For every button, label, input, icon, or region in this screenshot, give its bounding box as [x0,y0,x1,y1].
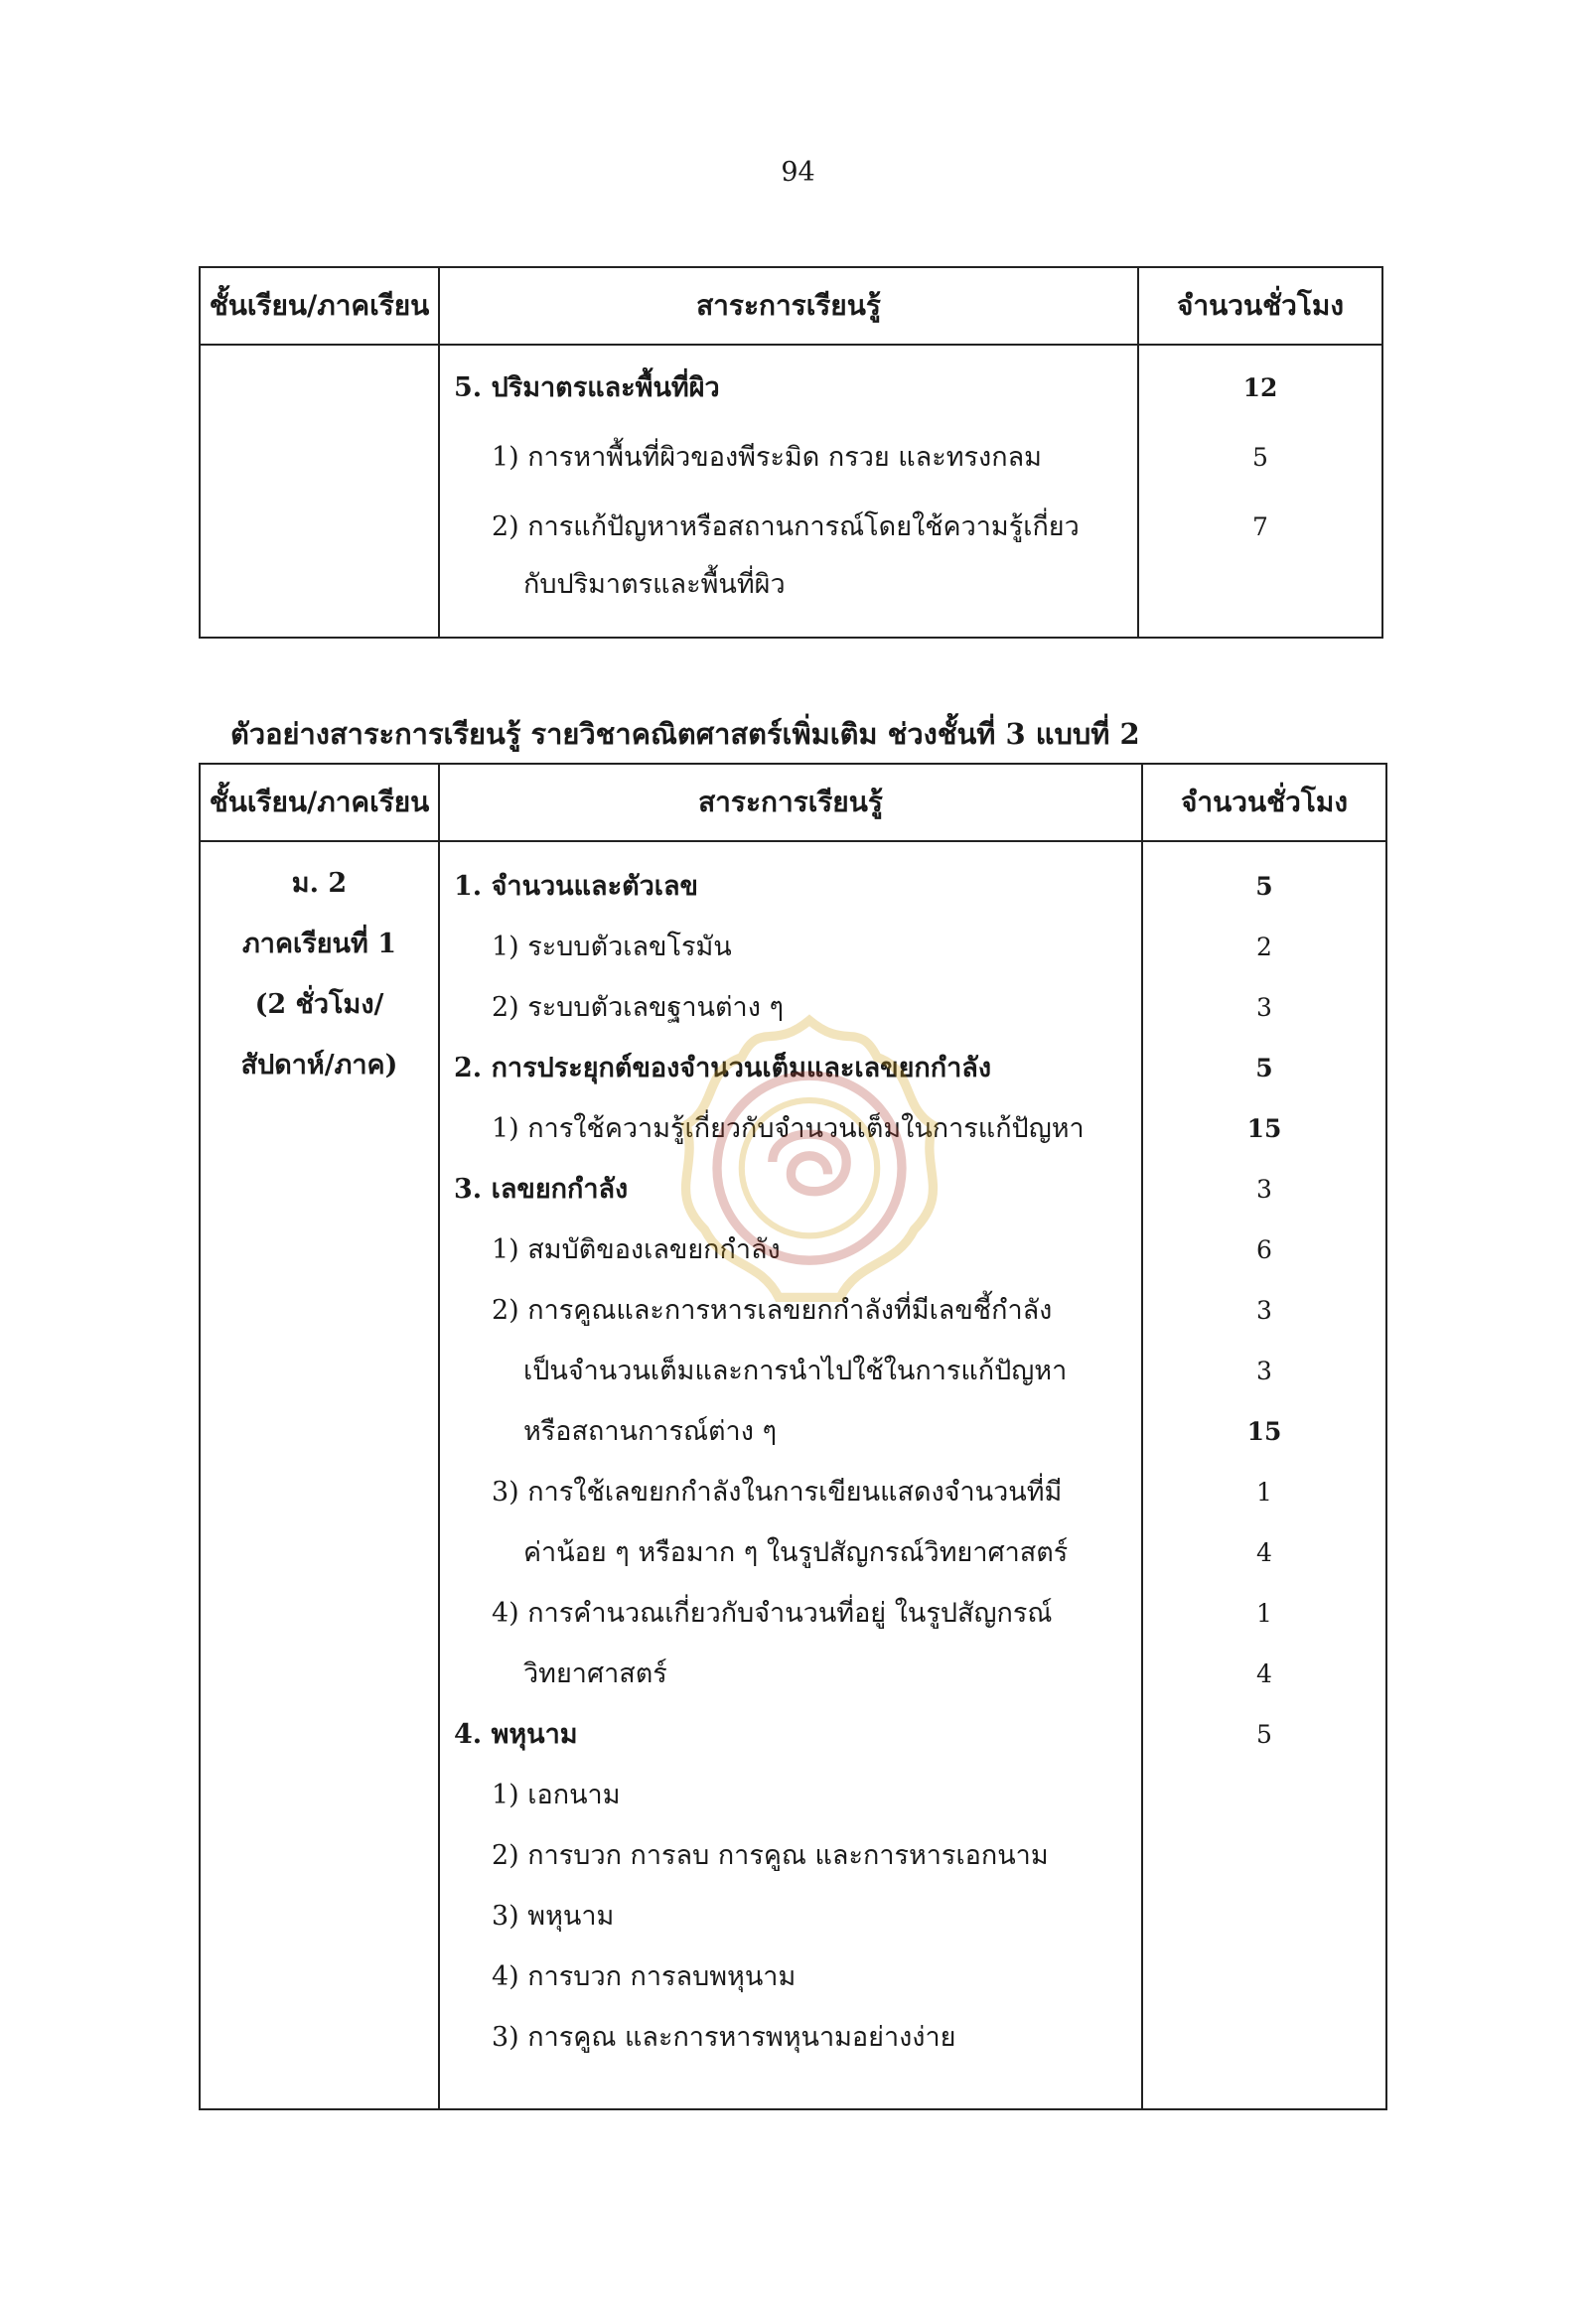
table-header-row [200,267,1382,345]
unit-title: 1. จำนวนและตัวเลข [454,871,699,902]
grade-line: สัปดาห์/ภาค) [240,1050,398,1080]
grade-line: (2 ชั่วโมง/ [254,989,384,1020]
hours-value: 2 [1256,933,1272,961]
topic-item: 4) การบวก การลบพหุนาม [492,1961,797,1992]
topic-item: 4) การคำนวณเกี่ยวกับจำนวนที่อยู่ ในรูปสัญกรณ์ [492,1598,1053,1629]
unit-title: 5. ปริมาตรและพื้นที่ผิว [454,372,720,403]
topic-item: 2) การบวก การลบ การคูณ และการหารเอกนาม [492,1840,1049,1871]
table-body-row [200,345,1382,638]
hours-column-header: จำนวนชั่วโมง [1138,267,1382,345]
hours-value: 3 [1256,1175,1272,1204]
unit-title: 4. พหุนาม [454,1719,578,1750]
hours-value: 12 [1242,373,1278,402]
topic-continuation: ค่าน้อย ๆ หรือมาก ๆ ในรูปสัญกรณ์วิทยาศาสตร์ [523,1537,1069,1568]
table-body-row [200,841,1386,2109]
hours-value: 4 [1256,1659,1272,1688]
topic-item: 1) การหาพื้นที่ผิวของพีระมิด กรวย และทรงกลม [492,442,1042,473]
grade-cell [200,841,439,2109]
grade-line: ม. 2 [291,868,348,899]
curriculum-table [199,763,1387,2110]
hours-cell [1138,345,1382,638]
unit-title: 3. เลขยกกำลัง [454,1174,629,1205]
grade-column-header: ชั้นเรียน/ภาคเรียน [200,764,439,841]
topic-item: 2) การแก้ปัญหาหรือสถานการณ์โดยใช้ความรู้เกี่ยว [492,511,1080,542]
hours-value: 1 [1256,1599,1272,1628]
topic-continuation: หรือสถานการณ์ต่าง ๆ [523,1416,777,1447]
hours-value: 5 [1252,443,1268,472]
topic-item: 3) พหุนาม [492,1901,615,1932]
hours-value: 3 [1256,1296,1272,1325]
topic-item: 1) สมบัติของเลขยกกำลัง [492,1234,781,1265]
hours-value: 15 [1246,1417,1282,1446]
hours-column-header: จำนวนชั่วโมง [1142,764,1386,841]
hours-value: 5 [1256,1720,1272,1749]
hours-value: 15 [1246,1114,1282,1143]
hours-value: 3 [1256,993,1272,1022]
content-cell [439,841,1142,2109]
topic-item: 1) ระบบตัวเลขโรมัน [492,932,732,962]
hours-value: 4 [1256,1538,1272,1567]
topic-item: 3) การใช้เลขยกกำลังในการเขียนแสดงจำนวนที่มี [492,1477,1063,1508]
content-column-header: สาระการเรียนรู้ [439,267,1138,345]
table-header-row [200,764,1386,841]
hours-value: 6 [1256,1235,1272,1264]
hours-cell [1142,841,1386,2109]
grade-column-header: ชั้นเรียน/ภาคเรียน [200,267,439,345]
unit-title: 2. การประยุกต์ของจำนวนเต็มและเลขยกกำลัง [454,1053,992,1083]
topic-item: 1) การใช้ความรู้เกี่ยวกับจำนวนเต็มในการแก้ปัญหา [492,1113,1085,1144]
topic-continuation: วิทยาศาสตร์ [523,1658,667,1689]
topic-item: 2) การคูณและการหารเลขยกกำลังที่มีเลขชี้กำลัง [492,1295,1053,1326]
content-cell [439,345,1138,638]
hours-value: 5 [1255,872,1273,901]
hours-value: 3 [1256,1357,1272,1385]
grade-cell [200,345,439,638]
curriculum-table-continued [199,266,1383,639]
section-heading: ตัวอย่างสาระการเรียนรู้ รายวิชาคณิตศาสตร์เพิ่มเติม ช่วงชั้นที่ 3 แบบที่ 2 [230,717,1140,751]
topic-item: 1) เอกนาม [492,1780,621,1810]
content-column-header: สาระการเรียนรู้ [439,764,1142,841]
page-number: 94 [781,157,815,188]
topic-continuation: กับปริมาตรและพื้นที่ผิว [523,569,786,600]
hours-value: 7 [1252,512,1268,541]
hours-value: 1 [1256,1478,1272,1507]
grade-line: ภาคเรียนที่ 1 [241,929,396,959]
topic-item: 3) การคูณ และการหารพหุนามอย่างง่าย [492,2022,956,2053]
topic-item: 2) ระบบตัวเลขฐานต่าง ๆ [492,992,784,1023]
topic-continuation: เป็นจำนวนเต็มและการนำไปใช้ในการแก้ปัญหา [523,1356,1068,1386]
hours-value: 5 [1255,1054,1273,1082]
